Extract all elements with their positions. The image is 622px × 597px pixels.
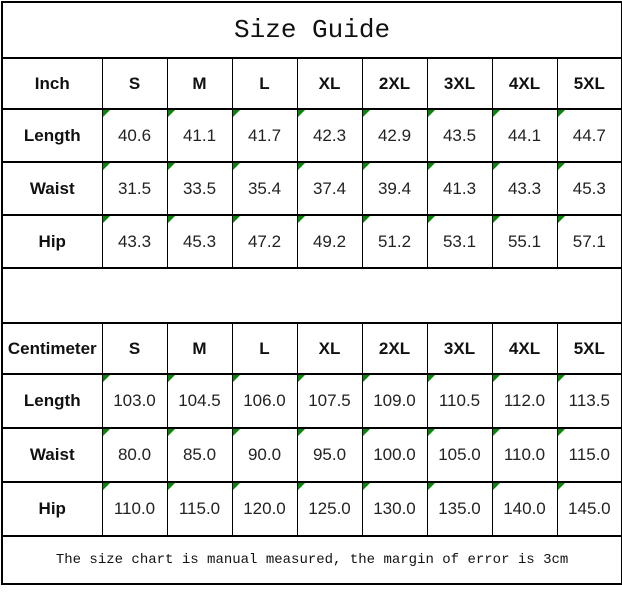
size-value-cell (297, 215, 362, 268)
size-value: 104.5 (178, 391, 221, 410)
size-value: 57.1 (572, 231, 606, 251)
corner-flag-icon (168, 483, 175, 490)
corner-flag-icon (298, 216, 305, 223)
cm-hip-row (2, 482, 622, 536)
size-value-cell (297, 162, 362, 215)
corner-flag-icon (558, 216, 565, 223)
size-value: 53.1 (442, 231, 477, 251)
corner-flag-icon (363, 375, 370, 382)
size-value: 43.5 (442, 125, 477, 145)
corner-flag-icon (103, 110, 110, 117)
size-value-cell (232, 109, 297, 162)
size-value: 145.0 (568, 499, 611, 518)
size-value: 51.2 (377, 231, 412, 251)
unit-header-centimeter: Centimeter (2, 323, 102, 374)
size-value: 115.0 (178, 499, 221, 518)
size-guide-table (1, 1, 622, 585)
corner-flag-icon (233, 110, 240, 117)
size-value: 41.3 (442, 178, 477, 198)
corner-flag-icon (103, 483, 110, 490)
spacer-row (2, 268, 622, 323)
size-value-cell (167, 162, 232, 215)
corner-flag-icon (233, 163, 240, 170)
corner-flag-icon (493, 216, 500, 223)
size-value: 103.0 (113, 391, 156, 410)
size-value-cell (492, 374, 557, 428)
size-header-xl: XL (297, 58, 362, 109)
size-value: 100.0 (373, 445, 416, 464)
size-value-cell (232, 428, 297, 482)
size-value-cell (362, 215, 427, 268)
corner-flag-icon (168, 163, 175, 170)
size-value: 85.0 (182, 445, 217, 464)
size-value-cell (232, 162, 297, 215)
corner-flag-icon (298, 163, 305, 170)
size-header-l: L (232, 58, 297, 109)
cm-length-row (2, 374, 622, 428)
size-header-5xl: 5XL (557, 323, 622, 374)
size-value-cell (427, 215, 492, 268)
size-value: 35.4 (247, 178, 282, 198)
size-header-s: S (102, 323, 167, 374)
size-header-l: L (232, 323, 297, 374)
size-value: 95.0 (312, 445, 347, 464)
size-value-cell (102, 109, 167, 162)
row-label-length: Length (2, 109, 102, 162)
size-value: 112.0 (503, 391, 546, 410)
size-value-cell (427, 162, 492, 215)
size-value: 44.1 (507, 125, 542, 145)
size-value-cell (167, 428, 232, 482)
size-value: 110.0 (503, 445, 546, 464)
size-value-cell (557, 162, 622, 215)
corner-flag-icon (233, 375, 240, 382)
size-value: 107.5 (308, 391, 351, 410)
corner-flag-icon (233, 429, 240, 436)
corner-flag-icon (493, 375, 500, 382)
size-value: 90.0 (247, 445, 282, 464)
row-label-hip: Hip (2, 482, 102, 536)
size-header-4xl: 4XL (492, 58, 557, 109)
size-value-cell (427, 109, 492, 162)
size-value-cell (102, 482, 167, 536)
size-value-cell (167, 109, 232, 162)
size-value: 130.0 (373, 499, 416, 518)
spacer-cell (2, 268, 622, 323)
corner-flag-icon (168, 110, 175, 117)
size-value: 110.5 (438, 391, 481, 410)
size-value-cell (232, 482, 297, 536)
size-value-cell (557, 215, 622, 268)
size-header-3xl: 3XL (427, 58, 492, 109)
corner-flag-icon (168, 375, 175, 382)
footer-row (2, 536, 622, 584)
size-value: 43.3 (507, 178, 542, 198)
size-value: 42.3 (312, 125, 347, 145)
corner-flag-icon (363, 110, 370, 117)
corner-flag-icon (558, 163, 565, 170)
row-label-waist: Waist (2, 162, 102, 215)
unit-header-inch: Inch (2, 58, 102, 109)
corner-flag-icon (168, 429, 175, 436)
size-header-2xl: 2XL (362, 323, 427, 374)
size-value-cell (167, 215, 232, 268)
corner-flag-icon (428, 429, 435, 436)
corner-flag-icon (558, 375, 565, 382)
size-value-cell (557, 374, 622, 428)
size-value: 135.0 (438, 499, 481, 518)
size-value-cell (362, 374, 427, 428)
cm-header-row (2, 323, 622, 374)
corner-flag-icon (493, 483, 500, 490)
corner-flag-icon (103, 375, 110, 382)
row-label-waist: Waist (2, 428, 102, 482)
size-value: 55.1 (507, 231, 542, 251)
corner-flag-icon (428, 110, 435, 117)
corner-flag-icon (558, 429, 565, 436)
size-value-cell (297, 374, 362, 428)
size-value: 140.0 (503, 499, 546, 518)
page-title: Size Guide (2, 2, 622, 58)
footer-note: The size chart is manual measured, the margin of error is 3cm (2, 536, 622, 584)
size-value: 31.5 (117, 178, 152, 198)
size-value-cell (362, 428, 427, 482)
size-value: 105.0 (438, 445, 481, 464)
size-header-4xl: 4XL (492, 323, 557, 374)
size-value-cell (492, 162, 557, 215)
size-value-cell (297, 109, 362, 162)
size-value-cell (102, 162, 167, 215)
size-value-cell (102, 428, 167, 482)
inch-waist-row (2, 162, 622, 215)
size-header-s: S (102, 58, 167, 109)
corner-flag-icon (558, 110, 565, 117)
corner-flag-icon (103, 163, 110, 170)
corner-flag-icon (558, 483, 565, 490)
corner-flag-icon (298, 483, 305, 490)
size-value-cell (232, 374, 297, 428)
size-value-cell (492, 109, 557, 162)
inch-header-row (2, 58, 622, 109)
corner-flag-icon (428, 375, 435, 382)
size-value: 120.0 (243, 499, 286, 518)
corner-flag-icon (363, 163, 370, 170)
size-value: 37.4 (312, 178, 347, 198)
size-value: 40.6 (117, 125, 152, 145)
size-value-cell (427, 374, 492, 428)
size-value-cell (492, 482, 557, 536)
size-value: 42.9 (377, 125, 412, 145)
size-value-cell (297, 482, 362, 536)
size-value: 43.3 (117, 231, 152, 251)
size-value: 39.4 (377, 178, 412, 198)
size-value: 80.0 (117, 445, 152, 464)
size-value: 47.2 (247, 231, 282, 251)
size-value-cell (232, 215, 297, 268)
size-value-cell (167, 374, 232, 428)
row-label-hip: Hip (2, 215, 102, 268)
size-value: 44.7 (572, 125, 606, 145)
title-row (2, 2, 622, 58)
size-header-xl: XL (297, 323, 362, 374)
size-value-cell (557, 482, 622, 536)
size-value: 41.7 (247, 125, 282, 145)
size-value-cell (427, 482, 492, 536)
size-value-cell (362, 482, 427, 536)
size-value-cell (557, 428, 622, 482)
corner-flag-icon (363, 216, 370, 223)
corner-flag-icon (233, 216, 240, 223)
size-header-5xl: 5XL (557, 58, 622, 109)
size-value: 125.0 (308, 499, 351, 518)
corner-flag-icon (103, 216, 110, 223)
size-value: 33.5 (182, 178, 217, 198)
size-value: 113.5 (568, 391, 610, 410)
cm-waist-row (2, 428, 622, 482)
corner-flag-icon (428, 216, 435, 223)
corner-flag-icon (428, 483, 435, 490)
corner-flag-icon (428, 163, 435, 170)
size-value: 49.2 (312, 231, 347, 251)
size-header-2xl: 2XL (362, 58, 427, 109)
size-value: 109.0 (373, 391, 416, 410)
corner-flag-icon (493, 429, 500, 436)
corner-flag-icon (493, 163, 500, 170)
size-header-m: M (167, 58, 232, 109)
size-value-cell (362, 109, 427, 162)
corner-flag-icon (298, 429, 305, 436)
size-value: 115.0 (568, 445, 610, 464)
corner-flag-icon (363, 483, 370, 490)
size-value-cell (102, 374, 167, 428)
size-value-cell (492, 215, 557, 268)
corner-flag-icon (493, 110, 500, 117)
size-value-cell (362, 162, 427, 215)
inch-hip-row (2, 215, 622, 268)
size-value-cell (167, 482, 232, 536)
inch-length-row (2, 109, 622, 162)
size-value-cell (427, 428, 492, 482)
size-value-cell (492, 428, 557, 482)
size-value: 106.0 (243, 391, 286, 410)
corner-flag-icon (298, 110, 305, 117)
size-header-3xl: 3XL (427, 323, 492, 374)
size-value-cell (557, 109, 622, 162)
size-header-m: M (167, 323, 232, 374)
corner-flag-icon (233, 483, 240, 490)
size-value: 45.3 (182, 231, 217, 251)
corner-flag-icon (103, 429, 110, 436)
size-value: 41.1 (182, 125, 217, 145)
corner-flag-icon (298, 375, 305, 382)
corner-flag-icon (363, 429, 370, 436)
size-value: 45.3 (572, 178, 606, 198)
size-value-cell (297, 428, 362, 482)
size-value: 110.0 (113, 499, 156, 518)
row-label-length: Length (2, 374, 102, 428)
corner-flag-icon (168, 216, 175, 223)
size-value-cell (102, 215, 167, 268)
